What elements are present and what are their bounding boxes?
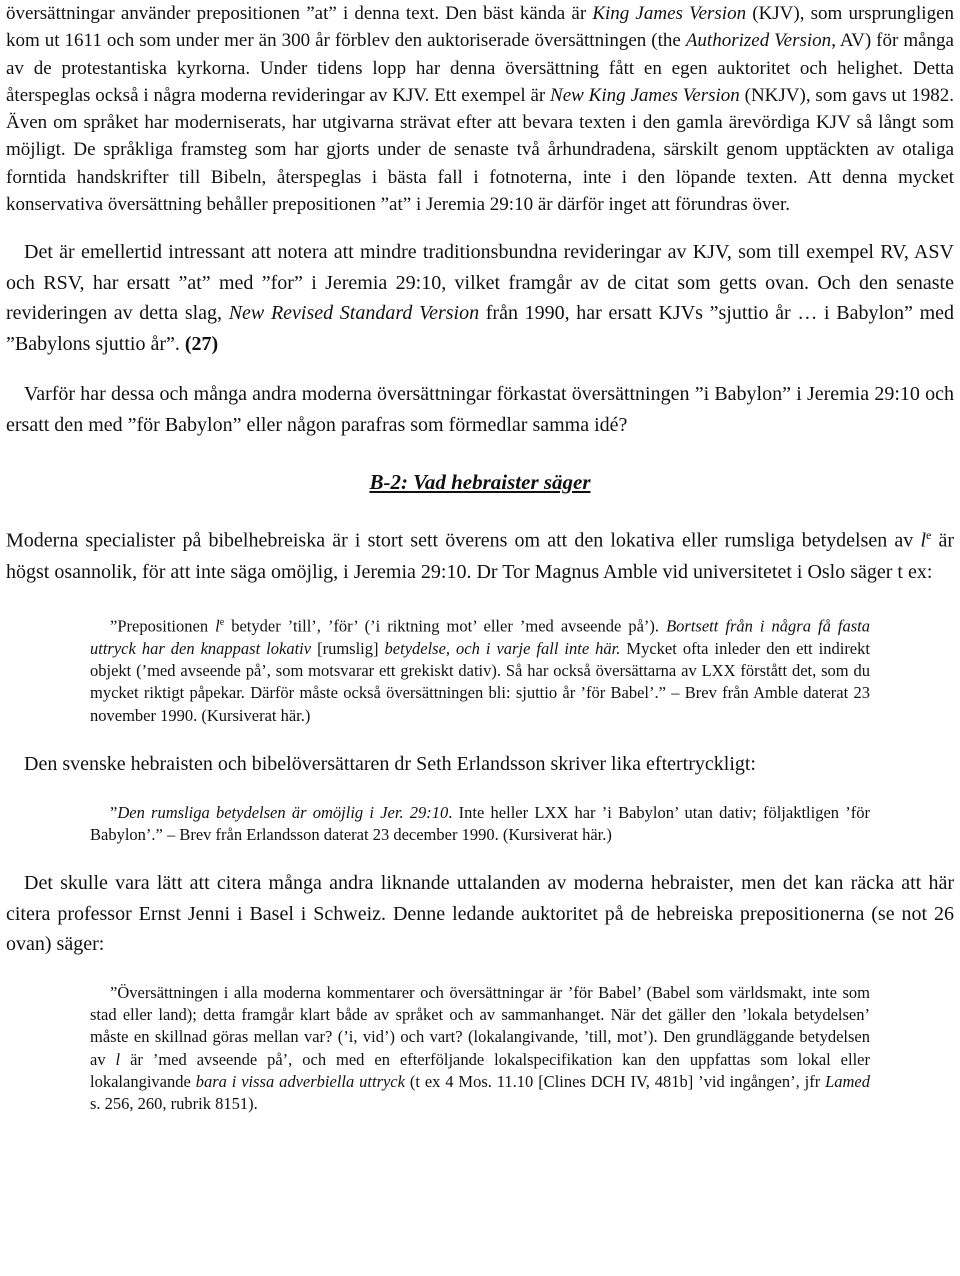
quote-erlandsson: ”Den rumsliga betydelsen är omöjlig i Jer. 29:10. Inte heller LXX har ’i Babylon’ utan dativ; följaktligen ’för Babylon’.” – Brev från Erlandsson daterat 23 december 1990. (Kursiverat här.) <box>90 802 870 844</box>
document-page <box>6 0 954 1115</box>
section-heading: B-2: Vad hebraister säger <box>369 470 591 495</box>
paragraph-specialists: Moderna specialister på bibelhebreiska är i stort sett överens om att den lokativa eller rumsliga betydelsen av $l^e$ är högst osannolik, för att inte säga omöjlig, i Jeremia 29:10. Dr Tor Magnus Amble vid universitetet i Oslo säger t ex: <box>6 528 955 583</box>
paragraph-kjv-history: översättningar använder prepositionen ”at” i denna text. Den bäst kända är King James Version (KJV), som ursprungligen kom ut 1611 och som under mer än 300 år förblev den auktoriserade översättningen (the Authorized Version, AV) för många av de protestantiska kyrkorna. Under tidens lopp har denna översättning fått en egen auktoritet och helighet. Detta återspeglas också i några moderna revideringar av KJV. Ett exempel är New King James Version (NKJV), som gavs ut 1982. Även om språket har moderniserats, har utgivarna strävat efter att bevara texten i den gamla ärevördiga KJV så långt som möjligt. De språkliga framsteg som har gjorts under de senaste två århundradena, särskilt genom upptäckten av otaliga forntida handskrifter till Bibeln, återspeglas i bästa fall i fotnoterna, inte i den löpande texten. Att denna mycket konservativa översättning behåller prepositionen ”at” i Jeremia 29:10 är därför inget att förundras över. <box>6 3 955 216</box>
paragraph-erlandsson: Den svenske hebraisten och bibelöversättaren dr Seth Erlandsson skriver lika eftertryckligt: <box>24 753 756 776</box>
quote-amble: ”Prepositionen $l^e$ betyder ’till’, ’för’ (’i riktning mot’ eller ’med avseende på’). Bortsett från i några få fasta uttryck har den knappast lokativ [rumslig] betydelse, och i varje fall inte här. Mycket ofta inleder den ett indirekt objekt (’med avseende på’, som motsvarar ett grekiskt dativ). Så har också översättarna av LXX förstått det, som du mycket riktigt påpekar. Därför måste också översättningen bli: sjuttio år ’för Babel’.” – Brev från Amble daterat 23 november 1990. (Kursiverat här.) <box>90 616 870 725</box>
paragraph-revisions: Det är emellertid intressant att notera att mindre traditionsbundna revideringar av KJV, som till exempel RV, ASV och RSV, har ersatt ”at” med ”for” i Jeremia 29:10, vilket framgår av de citat som getts ovan. Och den senaste revideringen av detta slag, New Revised Standard Version från 1990, har ersatt KJVs ”sjuttio år … i Babylon” med ”Babylons sjuttio år”. (27) <box>6 241 955 355</box>
footnote-reference: (27) <box>184 332 219 355</box>
quote-jenni: ”Översättningen i alla moderna kommentarer och översättningar är ’för Babel’ (Babel som världsmakt, inte som stad eller land); detta framgår klart både av språket och av sammanhanget. När det gäller den ’lokala betydelsen’ måste en skillnad göras mellan var? (’i, vid’) och vart? (lokalangivande, ’till, mot’). Den grundläggande betydelsen av l är ’med avseende på’, och med en efterföljande lokalspecifikation kan den uppfattas som lokal eller lokalangivande bara i vissa adverbiella uttryck (t ex 4 Mos. 11.10 [Clines DCH IV, 481b] ’vid ingången’, jfr Lamed s. 256, 260, rubrik 8151). <box>90 982 870 1114</box>
paragraph-question: Varför har dessa och många andra moderna översättningar förkastat översättningen ”i Babylon” i Jeremia 29:10 och ersatt den med ”för Babylon” eller någon parafras som förmedlar samma idé? <box>6 383 954 436</box>
paragraph-jenni: Det skulle vara lätt att citera många andra liknande uttalanden av moderna hebraister, men det kan räcka att här citera professor Ernst Jenni i Basel i Schweiz. Denne ledande auktoritet på de hebreiska prepositionerna (se not 26 ovan) säger: <box>6 872 954 956</box>
